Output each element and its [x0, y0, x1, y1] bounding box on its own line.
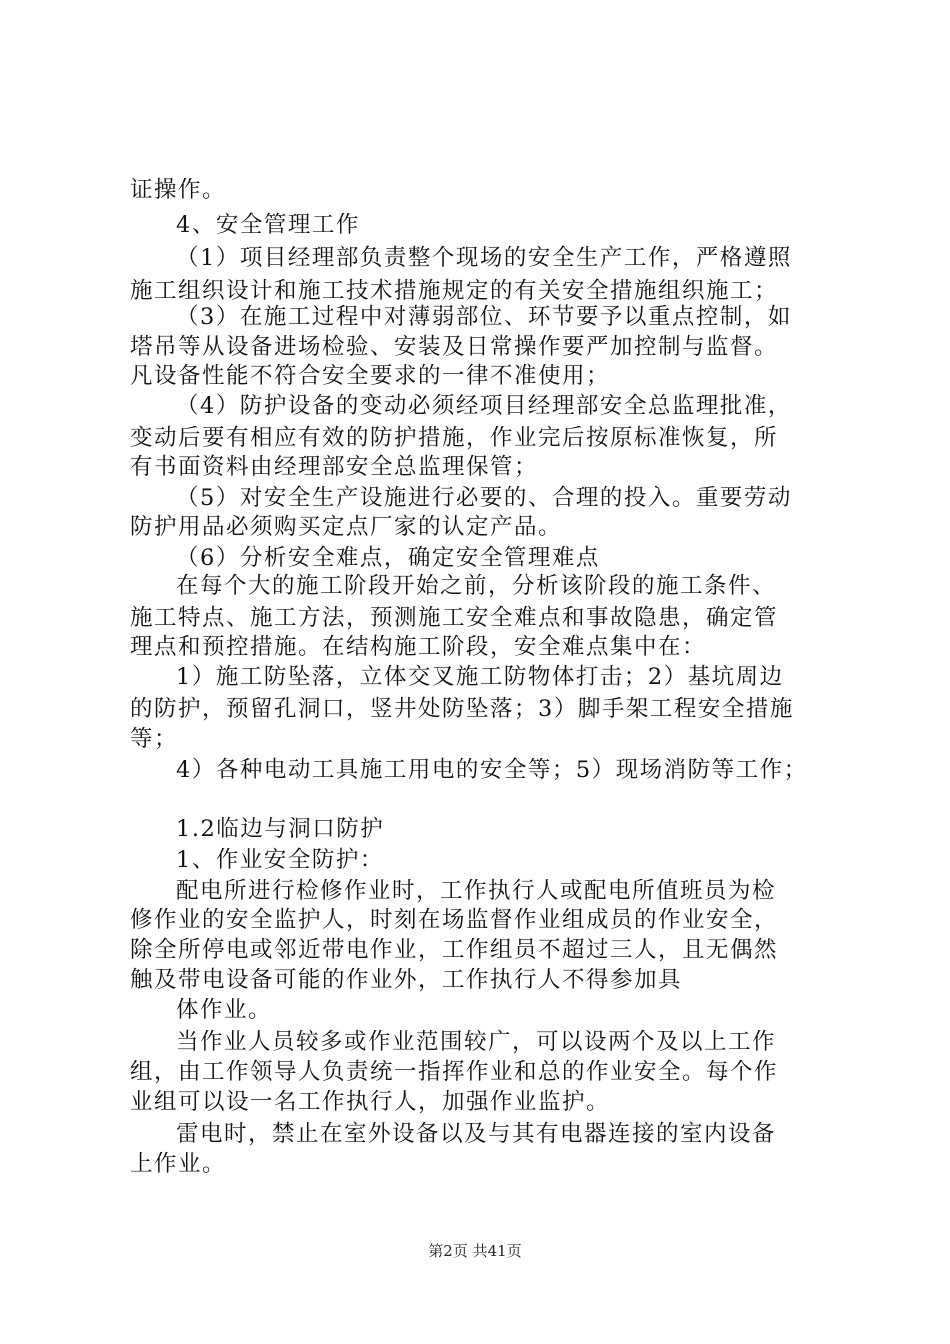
paragraph-line: （4）防护设备的变动必须经项目经理部安全总监理批准， [176, 393, 792, 419]
paragraph-line: 防护用品必须购买定点厂家的认定产品。 [130, 514, 563, 540]
paragraph-line: 除全所停电或邻近带电作业，工作组员不超过三人，且无偶然 [130, 937, 779, 963]
paragraph-line: 当作业人员较多或作业范围较广，可以设两个及以上工作 [176, 1029, 777, 1055]
paragraph-line: 组，由工作领导人负责统一指挥作业和总的作业安全。每个作 [130, 1059, 779, 1085]
section-heading: 1.2临边与洞口防护 [176, 816, 385, 842]
section-heading: 1、作业安全防护： [176, 847, 384, 873]
paragraph-line: 等； [130, 726, 179, 752]
paragraph-line: 体作业。 [176, 997, 273, 1023]
paragraph-line: （3）在施工过程中对薄弱部位、环节要予以重点控制，如 [176, 304, 792, 330]
paragraph-line: 施工特点、施工方法，预测施工安全难点和事故隐患，确定管 [130, 605, 779, 631]
page-number-footer: 第2页 共41页 [428, 1242, 522, 1260]
paragraph-line: 变动后要有相应有效的防护措施，作业完后按原标准恢复，所 [130, 425, 779, 451]
paragraph-line: （5）对安全生产设施进行必要的、合理的投入。重要劳动 [176, 485, 792, 511]
paragraph-line: （1）项目经理部负责整个现场的安全生产工作，严格遵照 [176, 245, 792, 271]
paragraph-line: 1）施工防坠落，立体交叉施工防物体打击；2）基坑周边 [176, 664, 784, 690]
paragraph-line: 凡设备性能不符合安全要求的一律不准使用； [130, 363, 611, 389]
paragraph-line: 在每个大的施工阶段开始之前，分析该阶段的施工条件、 [176, 573, 777, 599]
paragraph-line: 配电所进行检修作业时，工作执行人或配电所值班员为检 [176, 878, 777, 904]
paragraph-line: 修作业的安全监护人，时刻在场监督作业组成员的作业安全， [130, 907, 779, 933]
paragraph-line: 雷电时，禁止在室外设备以及与其有电器连接的室内设备 [176, 1121, 777, 1147]
paragraph-line: 施工组织设计和施工技术措施规定的有关安全措施组织施工； [130, 278, 779, 304]
paragraph-line: 4）各种电动工具施工用电的安全等；5）现场消防等工作； [176, 757, 808, 783]
paragraph-line: 塔吊等从设备进场检验、安装及日常操作要严加控制与监督。 [130, 334, 779, 360]
paragraph-line: 理点和预控措施。在结构施工阶段，安全难点集中在： [130, 634, 707, 660]
paragraph-line: 的防护，预留孔洞口，竖井处防坠落；3）脚手架工程安全措施 [130, 696, 794, 722]
section-heading: 4、安全管理工作 [176, 212, 360, 238]
paragraph-line: 有书面资料由经理部安全总监理保管； [130, 454, 539, 480]
paragraph-line: 证操作。 [130, 177, 227, 203]
paragraph-line: 业组可以设一名工作执行人，加强作业监护。 [130, 1089, 611, 1115]
paragraph-line: 触及带电设备可能的作业外，工作执行人不得参加具 [130, 967, 683, 993]
paragraph-line: （6）分析安全难点，确定安全管理难点 [176, 545, 600, 571]
paragraph-line: 上作业。 [130, 1151, 227, 1177]
